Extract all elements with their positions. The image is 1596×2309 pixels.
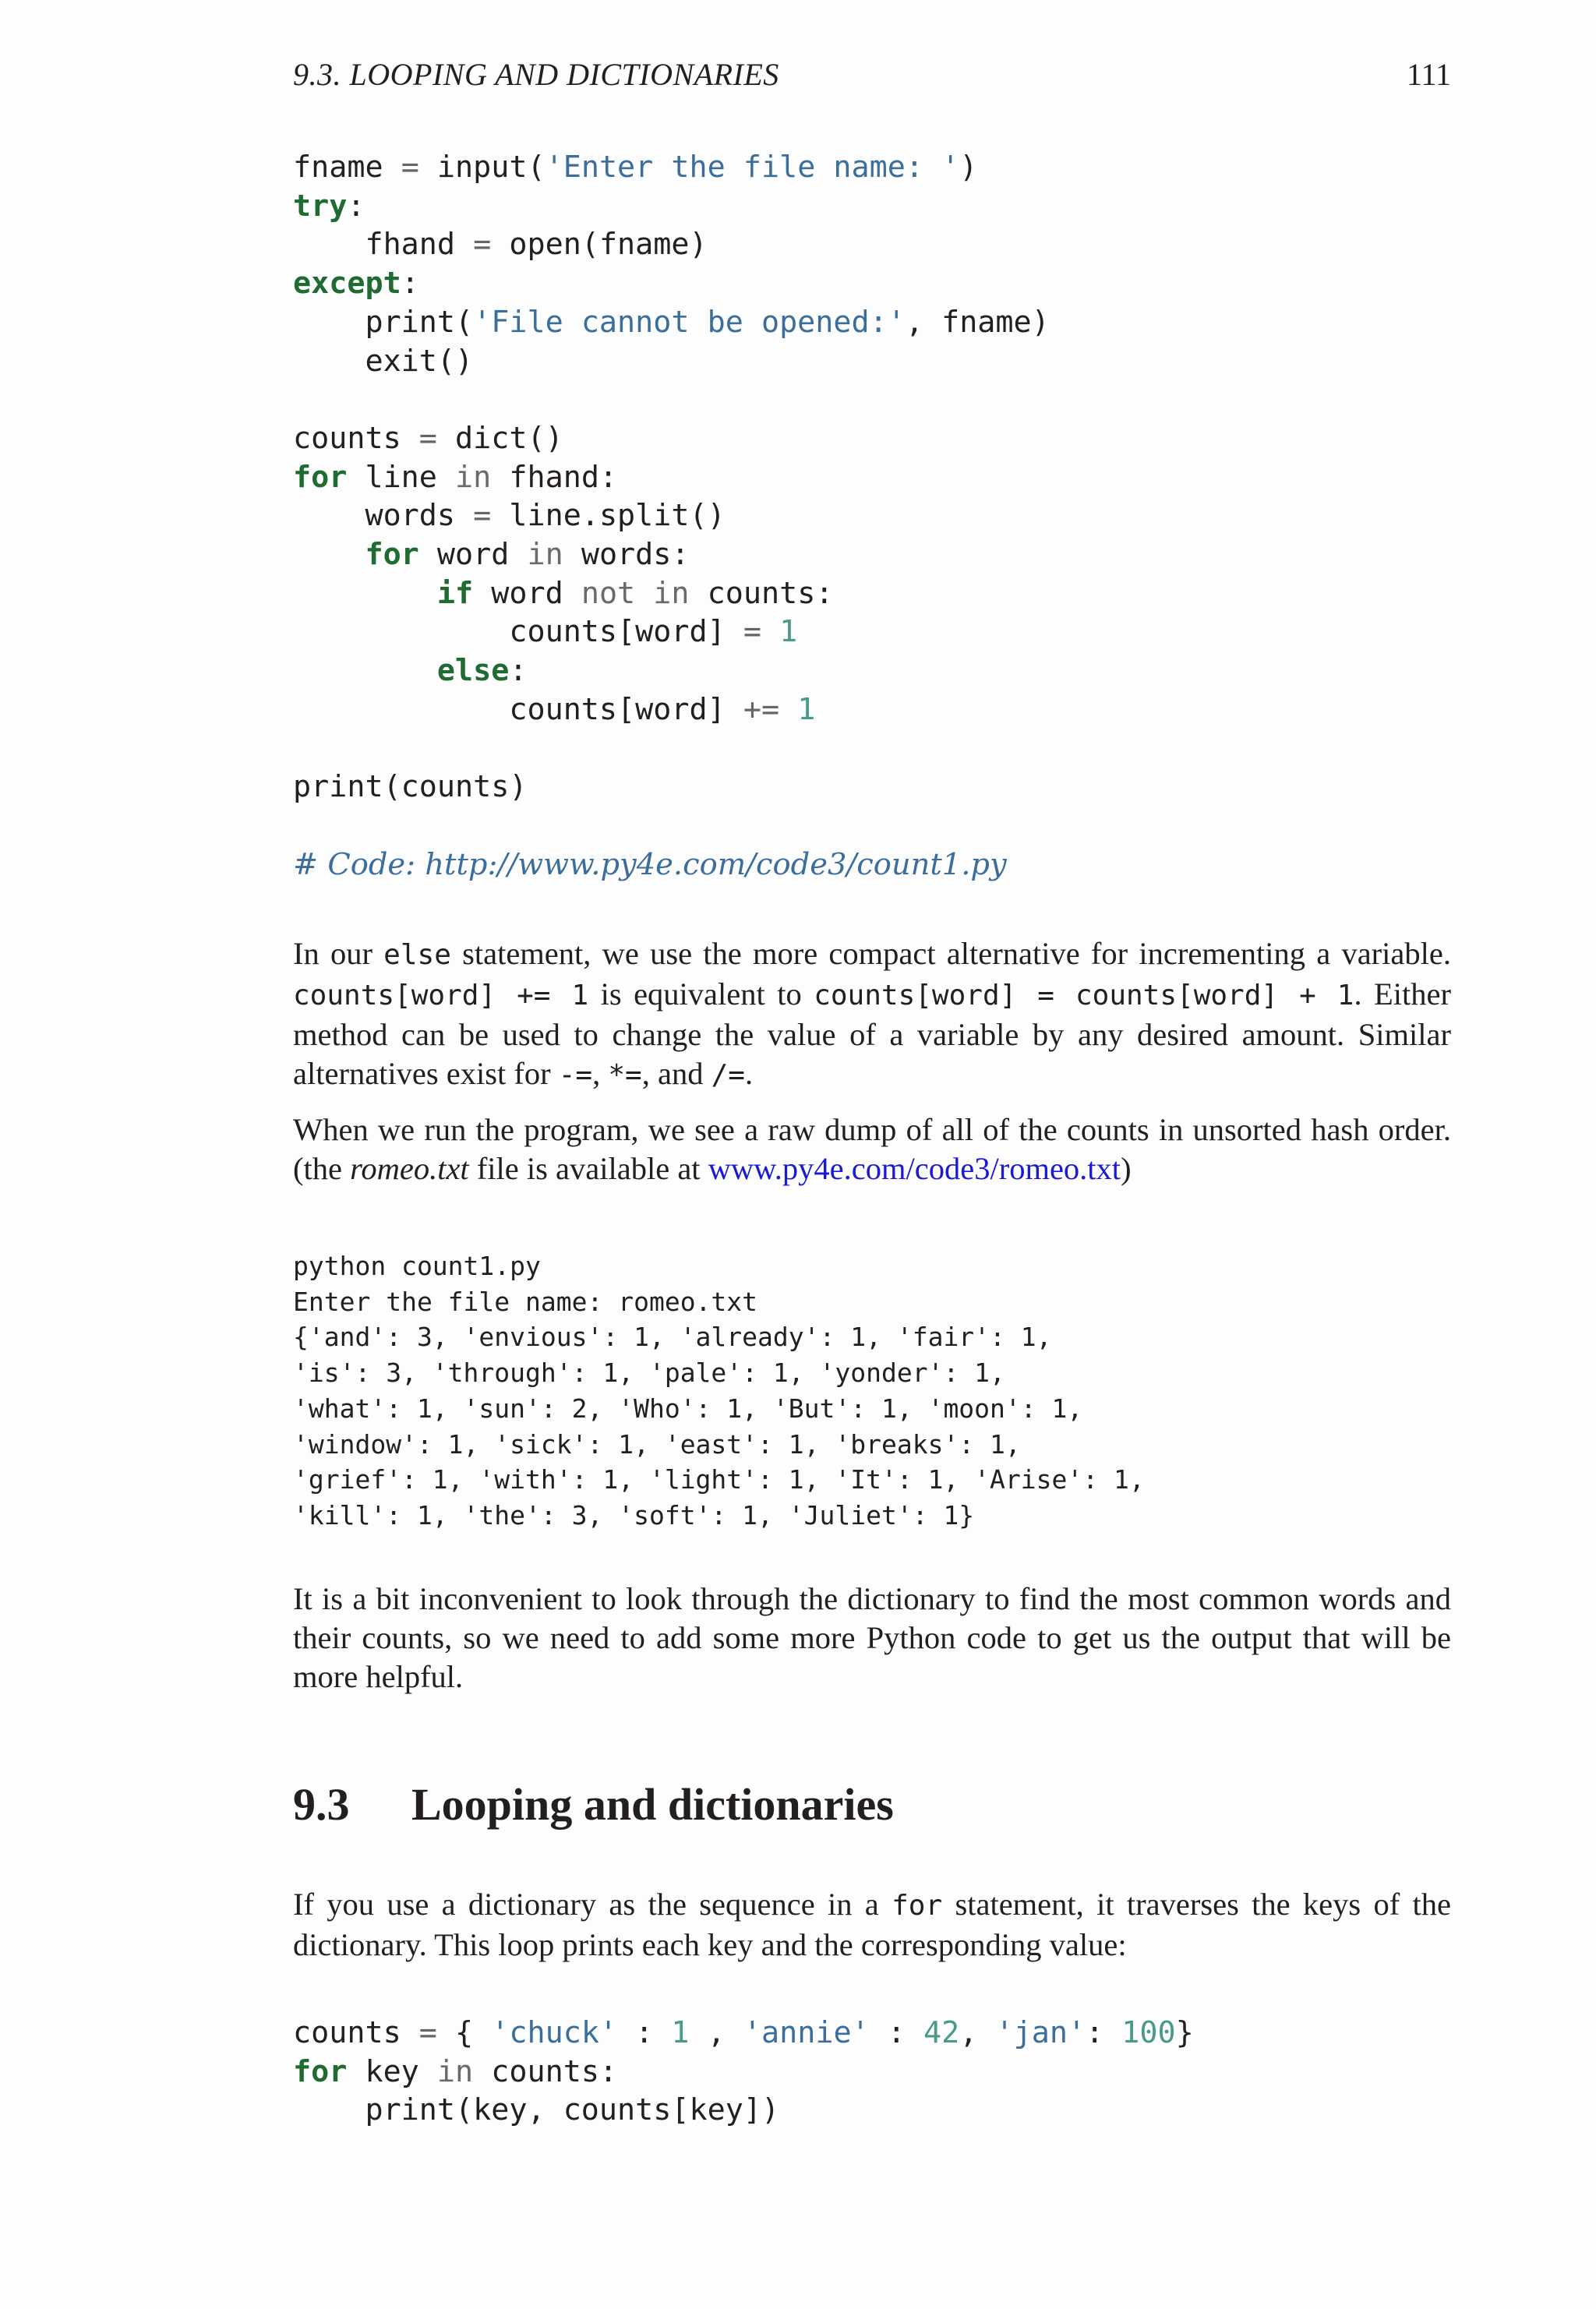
code-token: : [869, 2015, 924, 2050]
code-line [293, 807, 1050, 846]
code-token [293, 576, 437, 611]
section-heading [293, 1778, 894, 1831]
code-token: 'File cannot be opened:' [473, 304, 906, 340]
code-line [293, 419, 1050, 458]
code-token: print(key, counts[key]) [293, 2092, 780, 2128]
output-line: Enter the file name: romeo.txt [293, 1286, 758, 1317]
code-token: 'annie' [743, 2015, 870, 2050]
code-line [293, 613, 1050, 651]
code-token: 'jan' [995, 2015, 1086, 2050]
code-token: , [689, 2015, 743, 2050]
output-line: 'what': 1, 'sun': 2, 'Who': 1, 'But': 1, 'moon': 1, [293, 1393, 1083, 1424]
code-token: 1 [779, 614, 798, 650]
output-line: 'window': 1, 'sick': 1, 'east': 1, 'breaks': 1, [293, 1428, 1021, 1460]
inline-code: -= [558, 1059, 593, 1091]
code-token: counts [293, 2015, 419, 2050]
code-token: line [347, 459, 456, 495]
code-token: in [527, 537, 563, 573]
code-token: word [473, 575, 581, 611]
code-token: else [436, 653, 510, 689]
inline-code: counts[word] += 1 [293, 980, 589, 1012]
code-token [779, 692, 797, 727]
code-token: : [401, 266, 419, 302]
page-number: 111 [1406, 57, 1451, 92]
text-run: . Either method can be used to change the value of a variable by any desired amount. Similar alternatives exist for [293, 976, 1451, 1091]
code-line [293, 690, 1050, 729]
text-run: , [592, 1056, 609, 1091]
code-token [293, 653, 437, 688]
code-token: for [293, 459, 348, 495]
text-run: statement, it traverses the keys of the dictionary. This loop prints each key and the corresponding value: [293, 1887, 1451, 1962]
code-token: 1 [671, 2015, 690, 2050]
code-token: 100 [1121, 2015, 1176, 2050]
code-line [293, 729, 1050, 768]
code-line [293, 380, 1050, 419]
code-token: = [418, 420, 437, 456]
code-token: for [293, 2053, 348, 2089]
code-token: = [473, 498, 492, 534]
code-token: fname [293, 150, 401, 185]
text-run: ) [1121, 1151, 1132, 1186]
code-line [293, 2053, 1194, 2092]
section-number: 9.3 [293, 1779, 350, 1830]
program-output-block [293, 1248, 1145, 1534]
code-line [293, 187, 1050, 226]
code-token: counts[word] [293, 691, 743, 727]
code-token: 42 [923, 2015, 960, 2050]
text-run: When we run the program, we see a raw dump of all of the counts in unsorted hash order. (the [293, 1112, 1451, 1186]
code-token: counts: [689, 575, 834, 611]
code-token: 1 [797, 691, 816, 727]
code-line [293, 846, 1050, 884]
code-line [293, 225, 1050, 264]
code-token: : [617, 2015, 672, 2050]
text-run: , and [641, 1056, 711, 1091]
code-token: word [418, 537, 528, 573]
code-token: = [401, 150, 419, 185]
text-run: If you use a dictionary as the sequence in a [293, 1887, 892, 1922]
romeo-link[interactable]: www.py4e.com/code3/romeo.txt [708, 1151, 1121, 1186]
code-line [293, 458, 1050, 497]
book-page [293, 0, 1451, 2309]
code-token: print( [293, 304, 474, 340]
code-token: } [1175, 2015, 1194, 2050]
inline-code: counts[word] = counts[word] + 1 [814, 980, 1354, 1012]
code-token: { [436, 2015, 492, 2050]
code-token: ) [959, 150, 978, 185]
filename: romeo.txt [350, 1151, 469, 1186]
code-token: print(counts) [293, 769, 528, 805]
output-line: 'kill': 1, 'the': 3, 'soft': 1, 'Juliet': 1} [293, 1499, 975, 1531]
output-line: 'is': 3, 'through': 1, 'pale': 1, 'yonder': 1, [293, 1358, 1005, 1389]
code-token [293, 537, 365, 572]
paragraph-else-statement [293, 934, 1451, 1095]
code-token: words [293, 498, 474, 534]
output-line: 'grief': 1, 'with': 1, 'light': 1, 'It': 1, 'Arise': 1, [293, 1464, 1145, 1495]
inline-code: /= [711, 1059, 745, 1091]
code-block-count1 [293, 148, 1050, 884]
code-line [293, 574, 1050, 613]
code-token: = [418, 2015, 437, 2050]
code-token: words: [563, 537, 690, 573]
code-token: fhand [293, 227, 474, 263]
output-line: {'and': 3, 'envious': 1, 'already': 1, 'fair': 1, [293, 1322, 1052, 1353]
code-line [293, 342, 1050, 381]
code-line [293, 148, 1050, 187]
code-line [293, 2091, 1194, 2130]
code-line [293, 2014, 1194, 2053]
code-token: 'Enter the file name: ' [545, 150, 960, 185]
paragraph-run-program [293, 1110, 1451, 1188]
running-title: 9.3. LOOPING AND DICTIONARIES [293, 57, 779, 92]
code-line [293, 535, 1050, 574]
code-token: line.split() [491, 498, 726, 534]
code-token: , fname) [905, 304, 1050, 340]
text-run: statement, we use the more compact alternative for incrementing a variable. [450, 936, 1451, 971]
code-token: : [347, 188, 365, 224]
code-token: # Code: http://www.py4e.com/code3/count1.py [293, 846, 1007, 882]
page-header [293, 56, 1451, 100]
code-token: fhand: [491, 459, 618, 495]
code-line [293, 303, 1050, 342]
code-token [761, 614, 779, 649]
output-line: python count1.py [293, 1251, 541, 1281]
text-run: file is available at [468, 1151, 708, 1186]
inline-code: for [892, 1890, 943, 1922]
code-line [293, 264, 1050, 303]
code-line [293, 651, 1050, 690]
code-line [293, 768, 1050, 807]
text-run: . [744, 1056, 754, 1091]
inline-code: *= [608, 1059, 642, 1091]
text-run: is equivalent to [588, 976, 814, 1012]
code-token: = [473, 227, 492, 263]
code-token: open(fname) [491, 227, 708, 263]
code-token: if [436, 575, 474, 611]
code-token: += [743, 691, 780, 727]
code-token: not in [581, 575, 690, 611]
code-token: input( [418, 150, 546, 185]
code-token: in [436, 2053, 474, 2089]
code-token: counts[word] [293, 614, 743, 650]
paragraph-dictionary-loop [293, 1885, 1451, 1965]
section-title: Looping and dictionaries [411, 1779, 894, 1830]
code-token: except [293, 266, 401, 302]
code-token: counts: [473, 2053, 618, 2089]
code-token: for [365, 537, 419, 573]
text-run: In our [293, 936, 384, 971]
paragraph-inconvenient: It is a bit inconvenient to look through the dictionary to find the most common words and their counts, so we need to add some more Python code to get us the output that will be more helpful. [293, 1581, 1451, 1694]
code-token: 'chuck' [491, 2015, 618, 2050]
code-token: = [743, 614, 761, 650]
code-token: dict() [436, 420, 563, 456]
code-block-loop [293, 2014, 1194, 2130]
code-token: : [509, 653, 528, 689]
code-token: exit() [293, 343, 474, 379]
code-token: counts [293, 420, 419, 456]
code-token: key [347, 2053, 437, 2089]
inline-code: else [383, 939, 451, 971]
code-token: , [959, 2015, 996, 2050]
code-token: in [455, 459, 492, 495]
code-line [293, 496, 1050, 535]
code-token: try [293, 188, 348, 224]
code-token: : [1086, 2015, 1122, 2050]
